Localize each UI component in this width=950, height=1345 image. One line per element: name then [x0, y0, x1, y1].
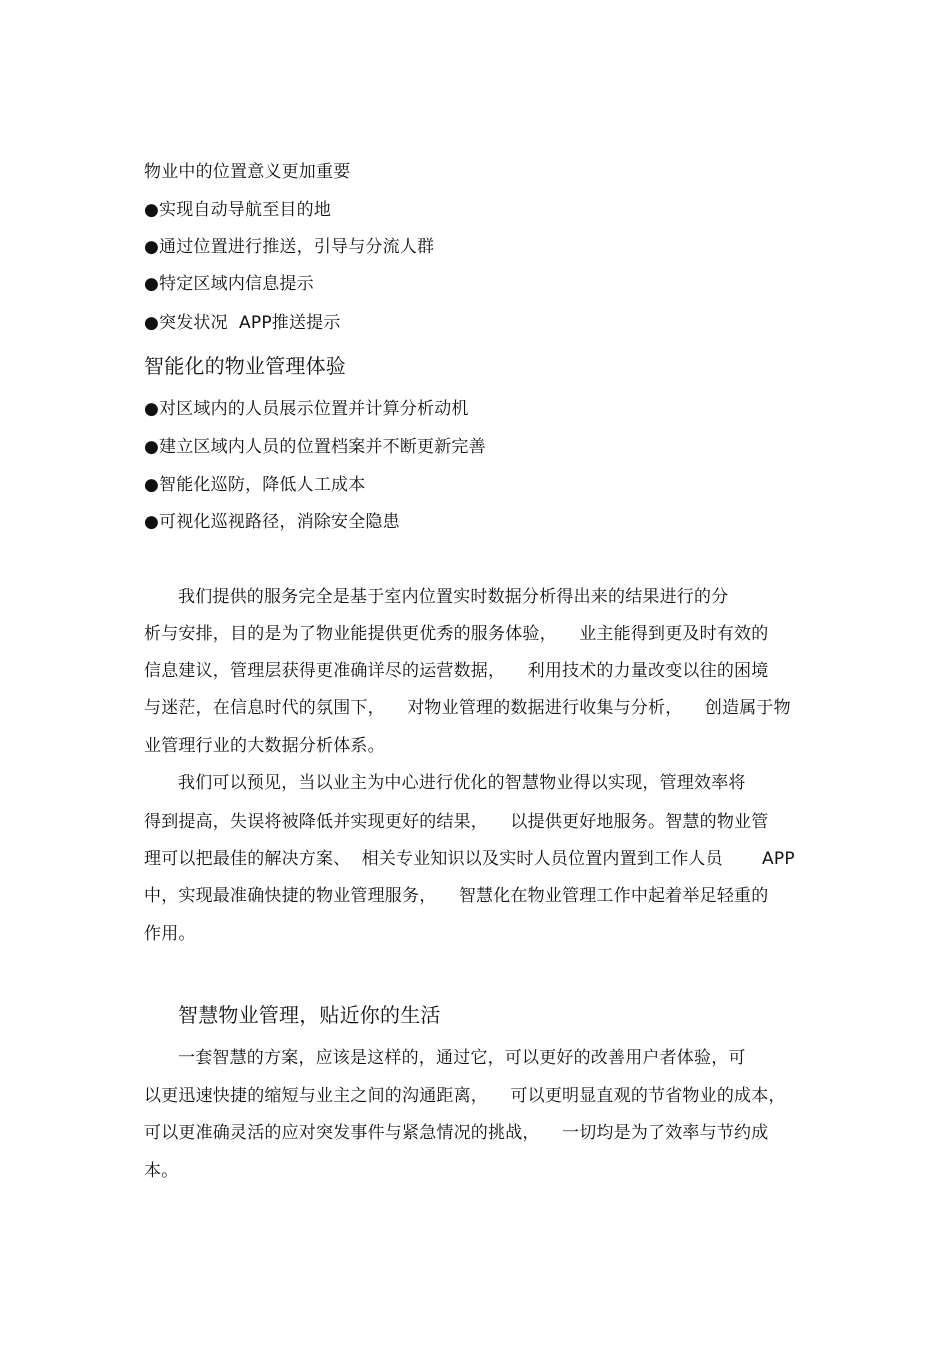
- paragraph-line: 业管理行业的大数据分析体系。: [144, 736, 385, 756]
- paragraph-line: 一套智慧的方案，应该是这样的，通过它，可以更好的改善用户者体验，可: [178, 1048, 746, 1068]
- paragraph-line: 以更迅速快捷的缩短与业主之间的沟通距离， 可以更明显直观的节省物业的成本，: [144, 1086, 786, 1106]
- list-item: ●可视化巡视路径，消除安全隐患: [144, 512, 400, 532]
- paragraph-line: 中，实现最准确快捷的物业管理服务， 智慧化在物业管理工作中起着举足轻重的: [144, 886, 769, 906]
- list-item: ●建立区域内人员的位置档案并不断更新完善: [144, 437, 486, 457]
- paragraph-line: 信息建议，管理层获得更准确详尽的运营数据， 利用技术的力量改变以往的困境: [144, 661, 769, 681]
- section-heading: 智慧物业管理，贴近你的生活: [178, 1003, 441, 1027]
- section-heading: 智能化的物业管理体验: [144, 354, 346, 378]
- paragraph-line: 析与安排，目的是为了物业能提供更优秀的服务体验， 业主能得到更及时有效的: [144, 624, 769, 644]
- paragraph-line: 可以更准确灵活的应对突发事件与紧急情况的挑战， 一切均是为了效率与节约成: [144, 1123, 769, 1143]
- list-item: ●对区域内的人员展示位置并计算分析动机: [144, 399, 469, 419]
- paragraph-line: 得到提高，失误将被降低并实现更好的结果， 以提供更好地服务。智慧的物业管: [144, 812, 769, 832]
- list-item: ●智能化巡防，降低人工成本: [144, 475, 366, 495]
- list-item: ●特定区域内信息提示: [144, 274, 314, 294]
- paragraph-line: 本。: [144, 1161, 179, 1181]
- paragraph-line: 我们提供的服务完全是基于室内位置实时数据分析得出来的结果进行的分: [178, 587, 729, 607]
- list-item: ●突发状况 APP推送提示: [144, 313, 341, 333]
- list-item: ●实现自动导航至目的地: [144, 200, 332, 220]
- paragraph-line: 与迷茫，在信息时代的氛围下， 对物业管理的数据进行收集与分析， 创造属于物: [144, 698, 791, 718]
- paragraph-line: 我们可以预见，当以业主为中心进行优化的智慧物业得以实现，管理效率将: [178, 773, 746, 793]
- section-intro: 物业中的位置意义更加重要: [144, 162, 351, 182]
- paragraph-line: 作用。: [144, 924, 196, 944]
- list-item: ●通过位置进行推送，引导与分流人群: [144, 237, 435, 257]
- paragraph-line: 理可以把最佳的解决方案、 相关专业知识以及实时人员位置内置到工作人员 APP: [144, 849, 795, 869]
